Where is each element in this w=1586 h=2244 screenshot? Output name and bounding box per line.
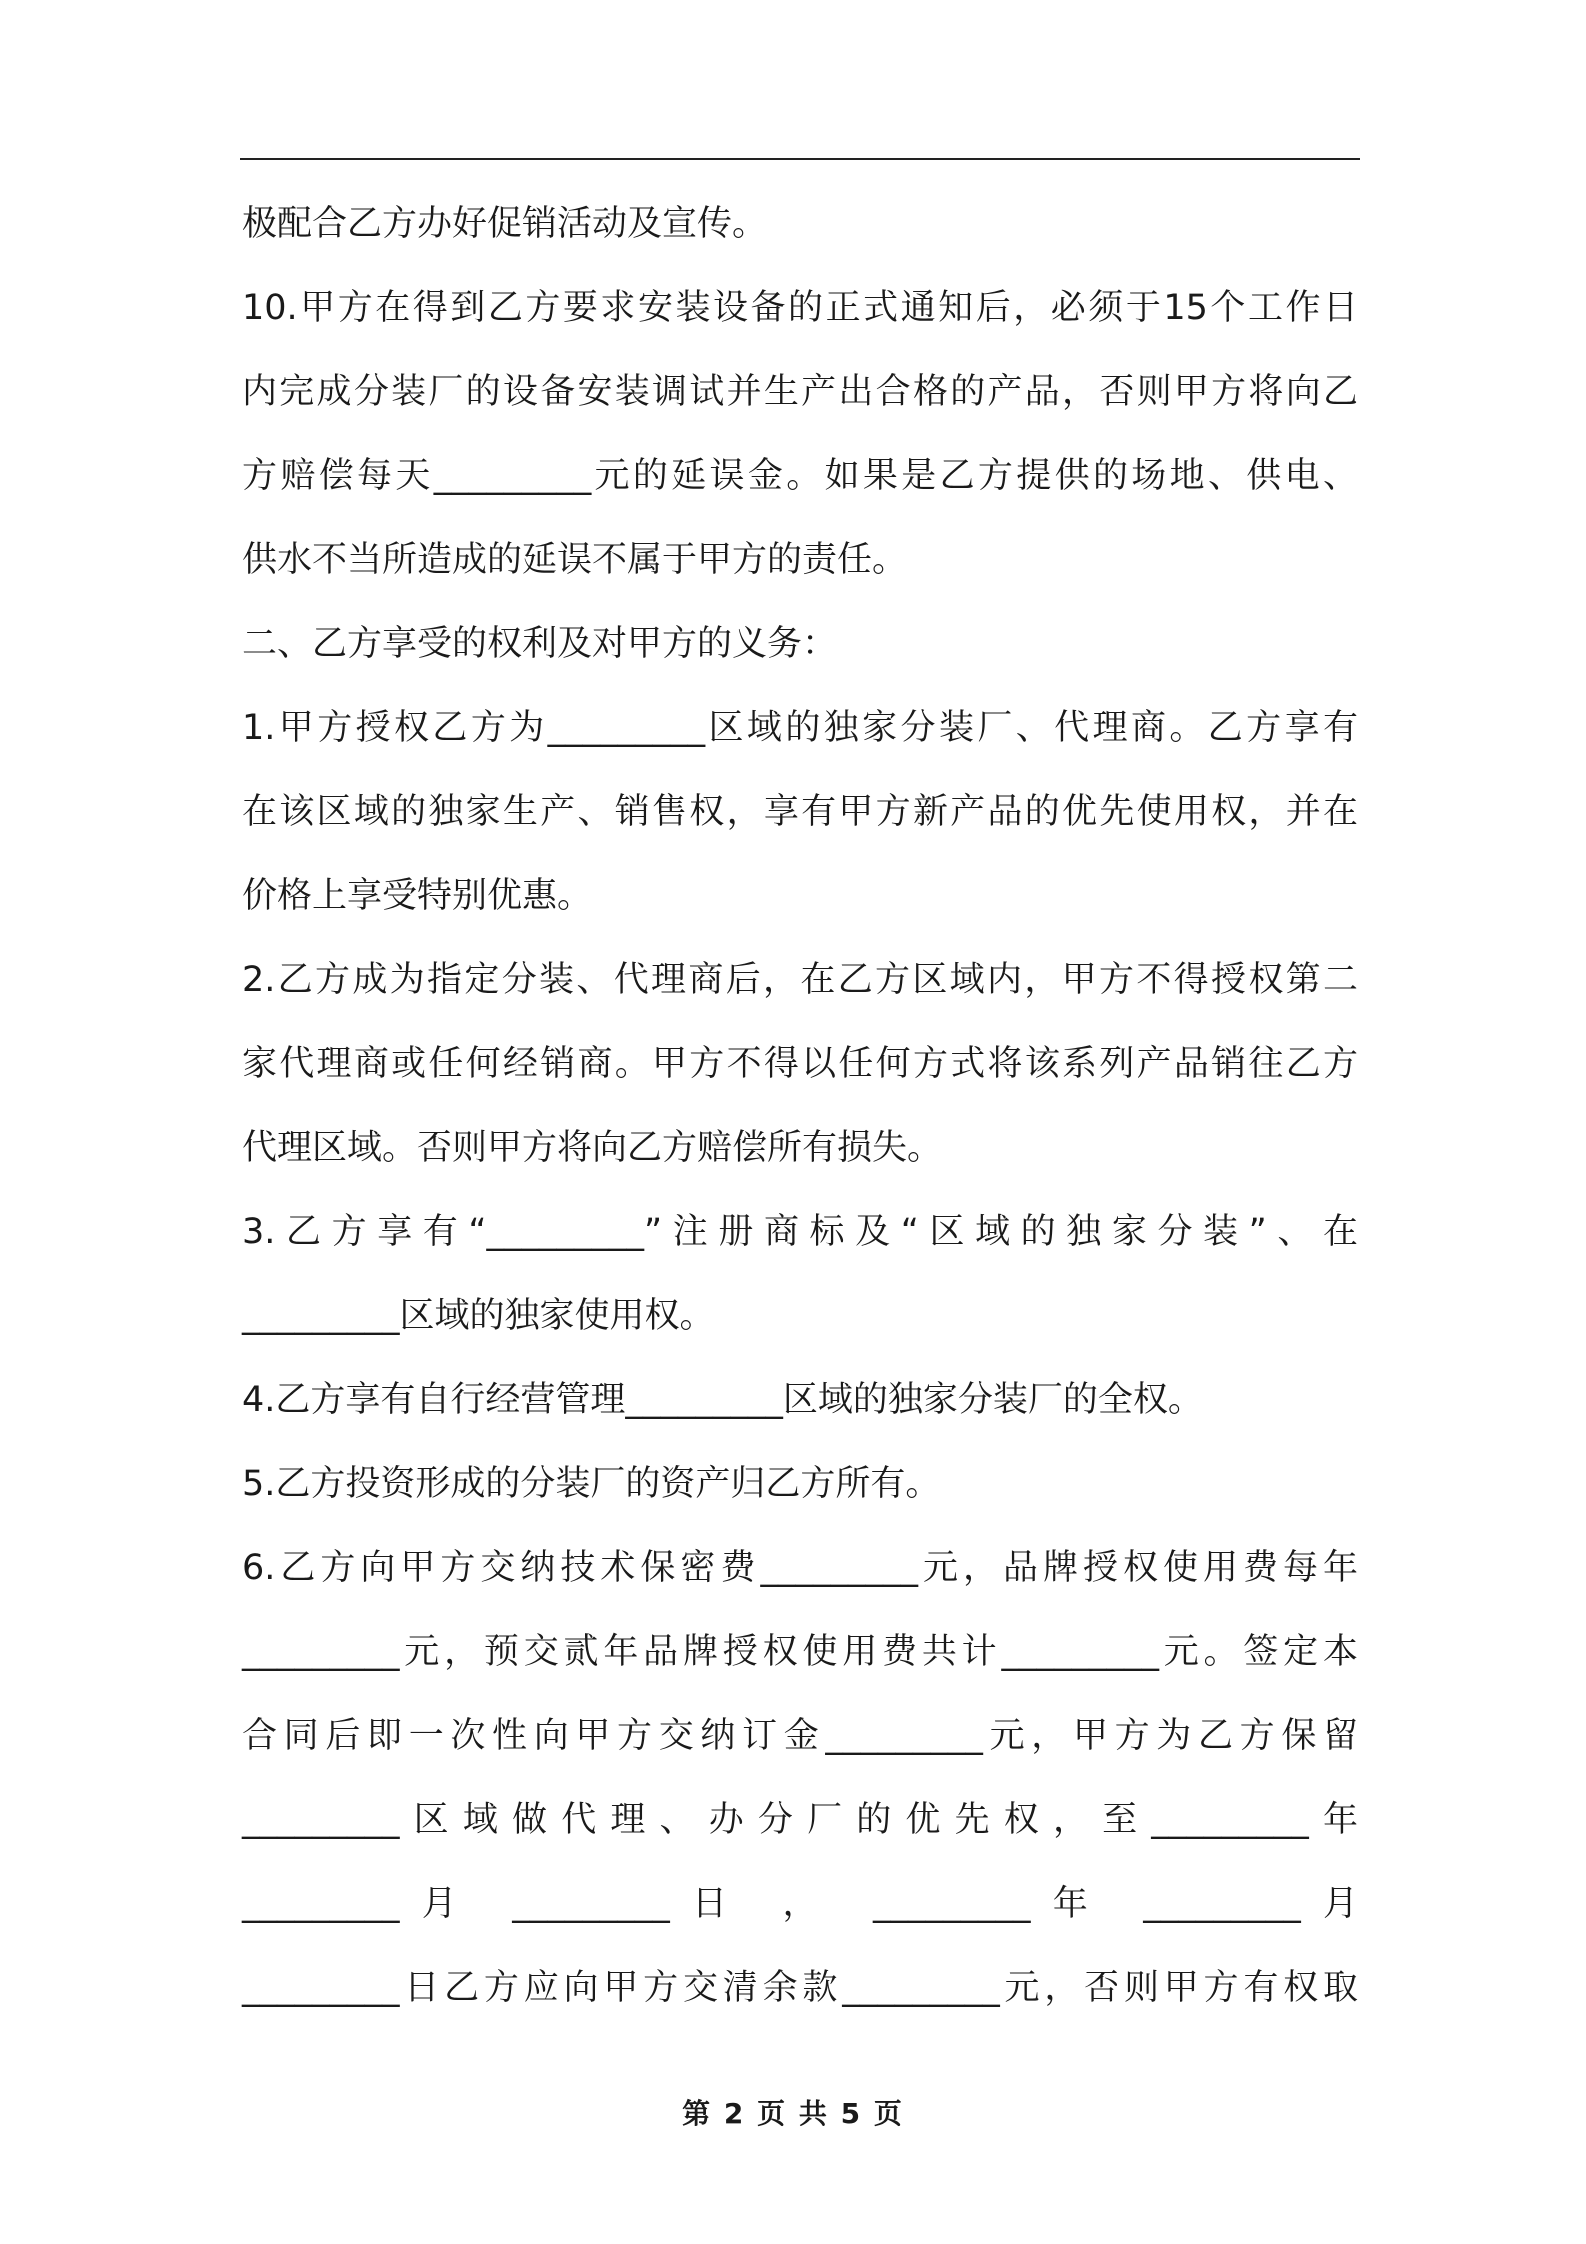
text-line: 2.乙方成为指定分装、代理商后，在乙方区域内，甲方不得授权第二 bbox=[242, 960, 1358, 1000]
text-line: _________日乙方应向甲方交清余款_________元，否则甲方有权取 bbox=[242, 1968, 1358, 2008]
text-line: _________区域的独家使用权。 bbox=[242, 1296, 715, 1336]
text-line: 合同后即一次性向甲方交纳订金_________元，甲方为乙方保留 bbox=[242, 1716, 1358, 1756]
text-line: 5.乙方投资形成的分装厂的资产归乙方所有。 bbox=[242, 1464, 941, 1504]
header-divider bbox=[240, 158, 1360, 160]
text-line: _________月 _________日 ， _________年 _________月 bbox=[242, 1884, 1358, 1924]
text-line: 6.乙方向甲方交纳技术保密费_________元，品牌授权使用费每年 bbox=[242, 1548, 1358, 1588]
text-line: 家代理商或任何经销商。甲方不得以任何方式将该系列产品销往乙方 bbox=[242, 1044, 1358, 1084]
text-line: 供水不当所造成的延误不属于甲方的责任。 bbox=[242, 540, 908, 580]
text-line: 3.乙方享有“_________”注册商标及“区域的独家分装”、在 bbox=[242, 1212, 1358, 1252]
text-line: 内完成分装厂的设备安装调试并生产出合格的产品，否则甲方将向乙 bbox=[242, 372, 1358, 412]
text-line: 1.甲方授权乙方为_________区域的独家分装厂、代理商。乙方享有 bbox=[242, 708, 1358, 748]
text-line: _________元，预交贰年品牌授权使用费共计_________元。签定本 bbox=[242, 1632, 1358, 1672]
text-line: 代理区域。否则甲方将向乙方赔偿所有损失。 bbox=[242, 1128, 943, 1168]
text-line: 10.甲方在得到乙方要求安装设备的正式通知后，必须于15个工作日 bbox=[242, 288, 1358, 328]
text-line: 在该区域的独家生产、销售权，享有甲方新产品的优先使用权，并在 bbox=[242, 792, 1358, 832]
contract-body bbox=[242, 182, 1358, 2030]
section-heading: 二、乙方享受的权利及对甲方的义务： bbox=[242, 624, 838, 664]
text-line: 4.乙方享有自行经营管理_________区域的独家分装厂的全权。 bbox=[242, 1380, 1203, 1420]
text-line: 价格上享受特别优惠。 bbox=[242, 876, 593, 916]
text-line: _________区域做代理、办分厂的优先权，至_________年 bbox=[242, 1800, 1358, 1840]
page-number: 第 2 页 共 5 页 bbox=[682, 2097, 904, 2130]
text-line: 方赔偿每天_________元的延误金。如果是乙方提供的场地、供电、 bbox=[242, 456, 1358, 496]
text-line: 极配合乙方办好促销活动及宣传。 bbox=[242, 204, 768, 244]
